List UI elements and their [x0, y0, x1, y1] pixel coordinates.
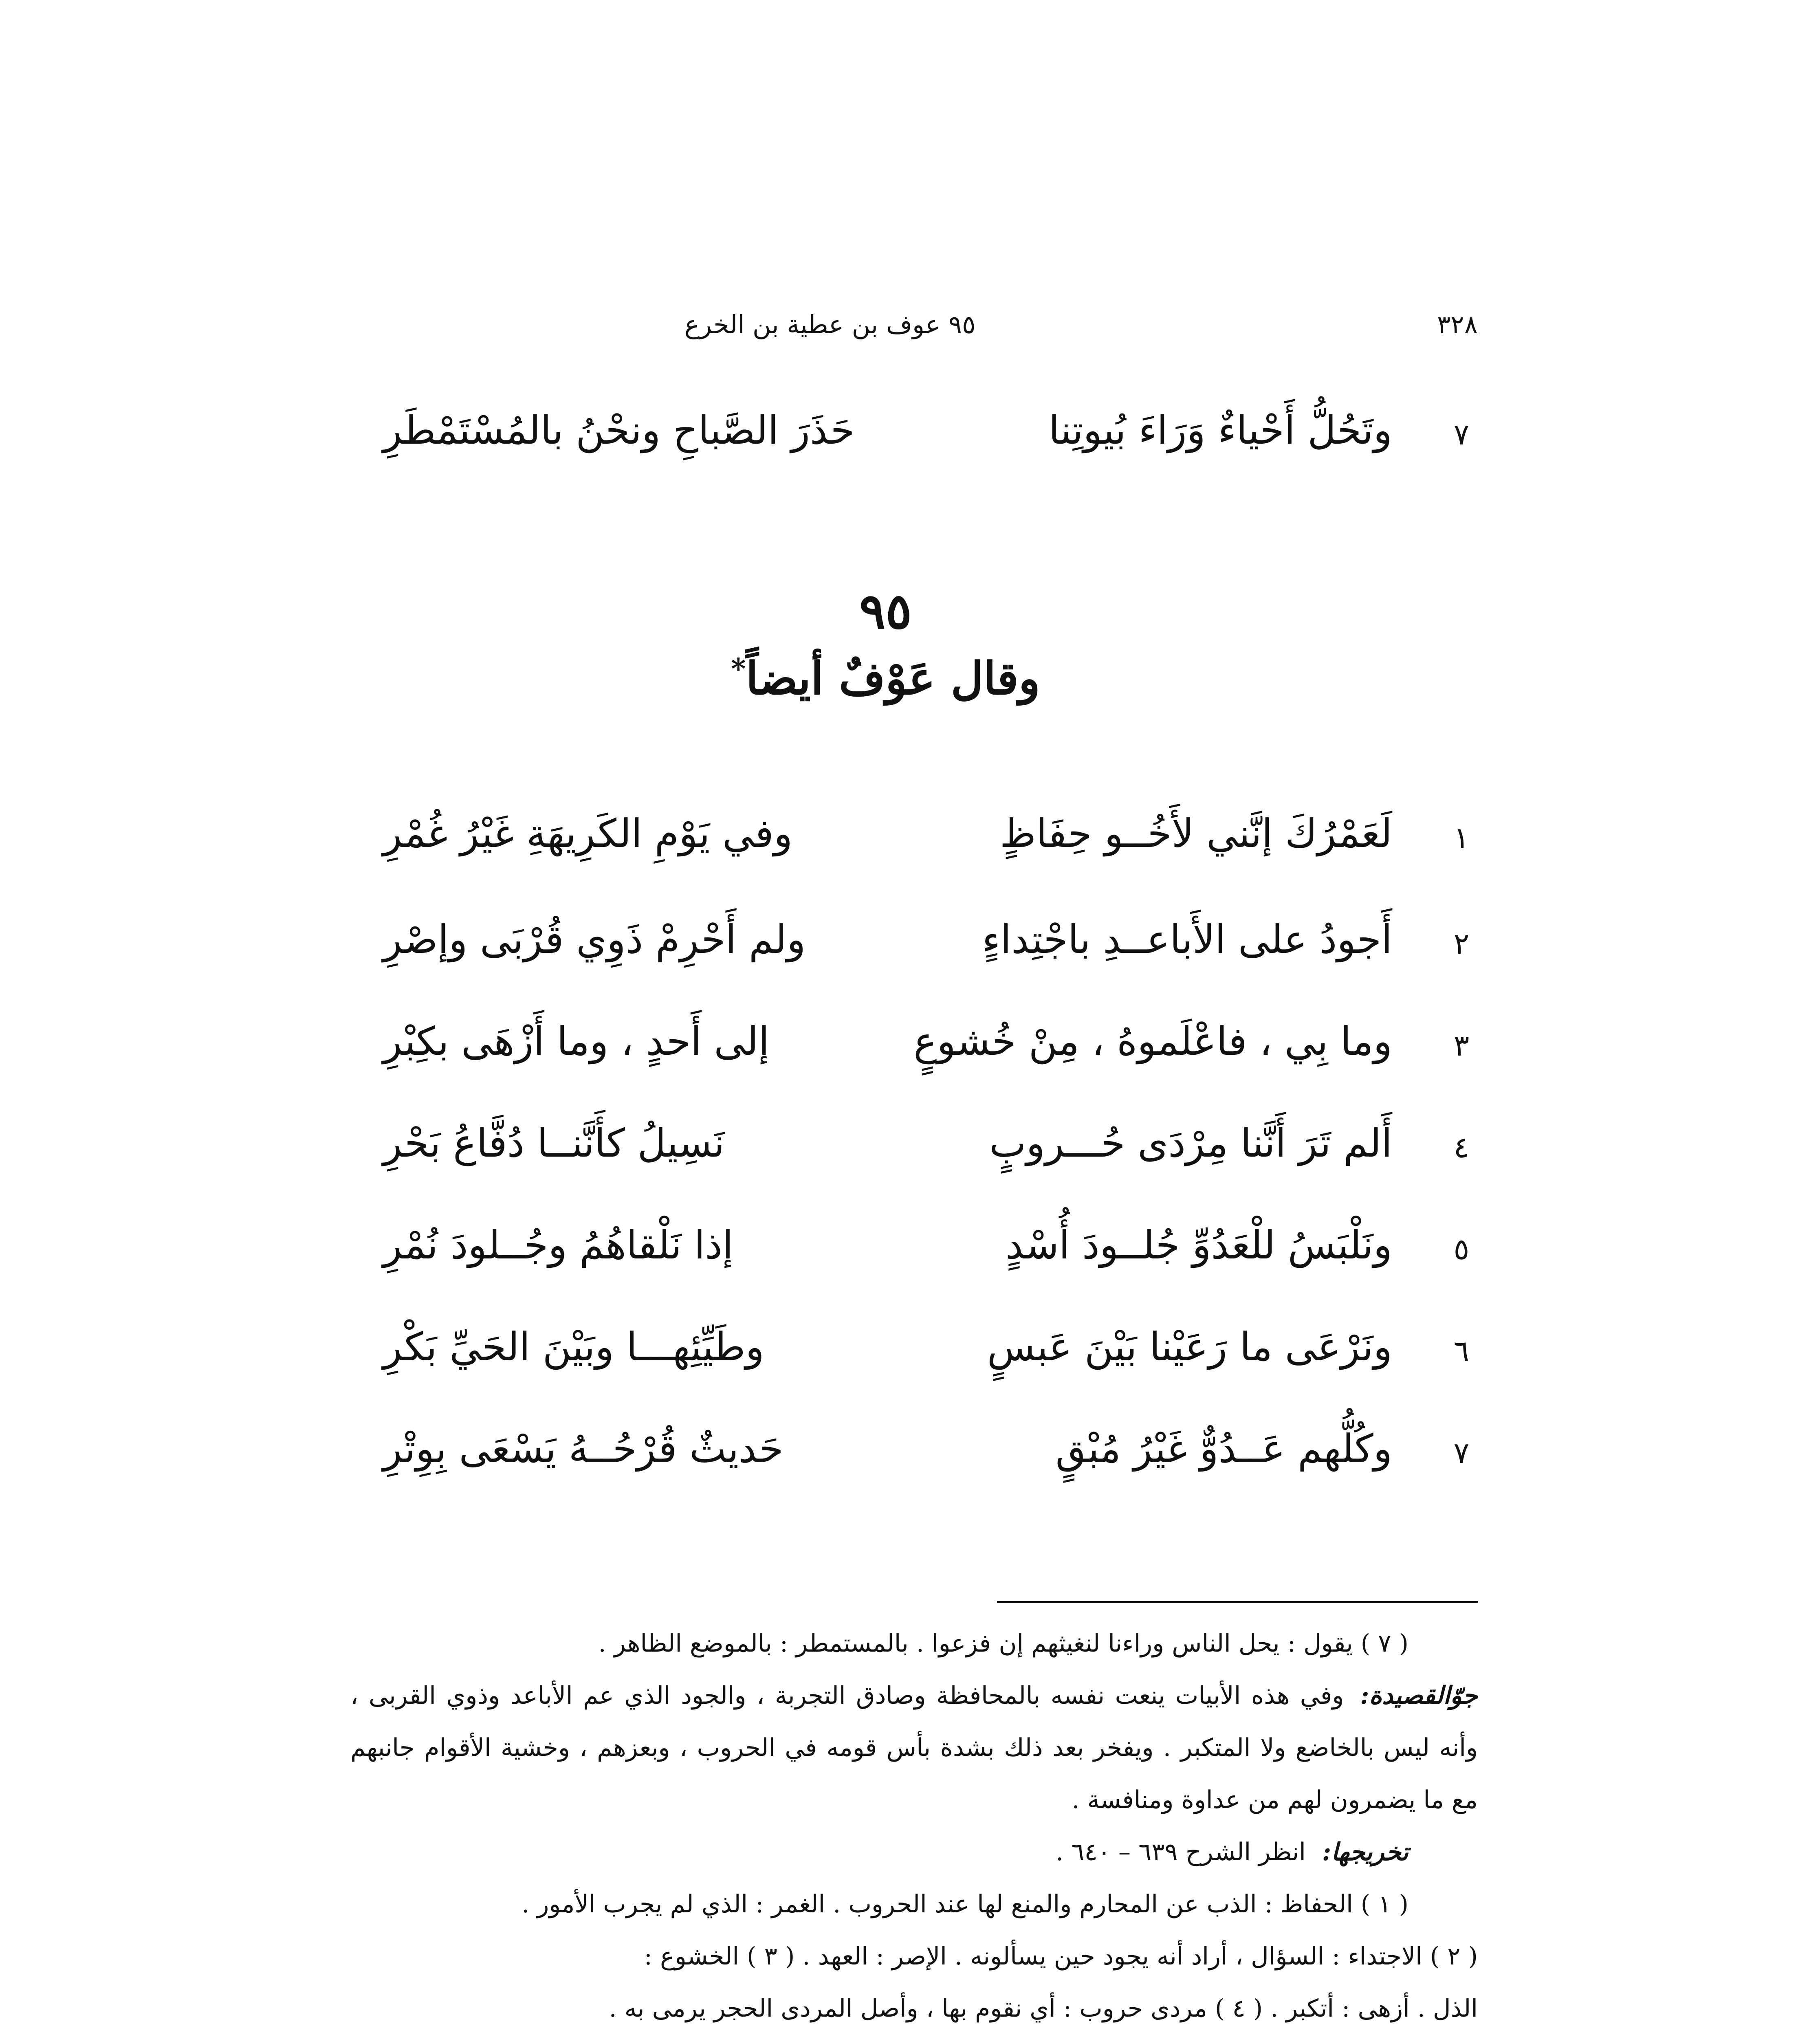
- poem-title: [0, 652, 1820, 705]
- verse-row: [375, 1018, 1478, 1088]
- verse-number: ٦: [1453, 1334, 1470, 1368]
- verse-number: ٢: [1453, 926, 1470, 961]
- verse-row: [375, 811, 1478, 880]
- second-hemistich: نَسِيلُ كأَنَّنــا دُفَّاعُ بَحْرِ: [383, 1120, 725, 1166]
- running-header: [684, 310, 1478, 359]
- previous-poem-verse: [375, 407, 1478, 477]
- verse-number: ١: [1453, 821, 1470, 855]
- running-title: ٩٥ عوف بن عطية بن الخرع: [684, 310, 976, 339]
- footnote-line: الذل . أزهى : أتكبر . ( ٤ ) مردى حروب : أي نقوم بها ، وأصل المردى الحجر يرمى به .: [609, 1994, 1478, 2023]
- second-hemistich: إلى أَحدٍ ، وما أَزْهَى بكِبْرِ: [383, 1018, 770, 1064]
- verse-row: [375, 917, 1478, 986]
- footnote-paragraph: [350, 1826, 1478, 1878]
- verse-number: ٧: [1453, 1436, 1470, 1470]
- first-hemistich: أَجودُ على الأَباعــدِ باجْتِداءٍ: [982, 917, 1392, 962]
- poem-note-text: وفي هذه الأبيات ينعت نفسه بالمحافظة وصادق التجربة ، والجود الذي عم الأباعد وذوي القربى ، وأنه ليس بالخاضع ولا المتكبر . ويفخر بعد ذلك بشدة بأس قومه في الحروب ، وبعزهم ، وخشية الأقوام جانبهم مع ما يضمرون لهم من عداوة ومنافسة .: [350, 1681, 1478, 1814]
- poem-note-label: جوّالقصيدة:: [1360, 1681, 1478, 1710]
- page-number: ٣٢٨: [1437, 310, 1478, 339]
- footnote-line: ( ٢ ) الاجتداء : السؤال ، أراد أنه يجود حين يسألونه . الإصر : العهد . ( ٣ ) الخشوع :: [644, 1942, 1478, 1971]
- footnote-paragraph: [350, 1670, 1478, 1826]
- first-hemistich: وتَحُلُّ أَحْياءٌ وَرَاءَ بُيوتِنا: [1048, 407, 1392, 453]
- verse-number: ٥: [1453, 1232, 1470, 1266]
- verse-row: [375, 1222, 1478, 1291]
- first-hemistich: وما بِي ، فاعْلَموهُ ، مِنْ خُشوعٍ: [913, 1018, 1392, 1064]
- first-hemistich: وكُلُّهم عَــدُوٌّ غَيْرُ مُبْقٍ: [1055, 1426, 1392, 1472]
- footnotes: [350, 1617, 1478, 2037]
- first-hemistich: لَعَمْرُكَ إنَّني لأَخُــو حِفَاظٍ: [1000, 811, 1392, 856]
- footnote-divider: [997, 1601, 1478, 1603]
- footnote-line: ( ١ ) الحفاظ : الذب عن المحارم والمنع لها عند الحروب . الغمر : الذي لم يجرب الأمور .: [522, 1890, 1408, 1918]
- first-hemistich: أَلم تَرَ أَنَّنا مِرْدَى حُـــروبٍ: [989, 1120, 1392, 1166]
- poem-title-text: وقال عَوْفٌ أيضاً: [746, 652, 1040, 705]
- first-hemistich: ونَلْبَسُ للْعَدُوِّ جُلــودَ أُسْدٍ: [1005, 1222, 1392, 1268]
- second-hemistich: وفي يَوْمِ الكَرِيهَةِ غَيْرُ غُمْرِ: [383, 811, 793, 856]
- takhrij-text: انظر الشرح ٦٣٩ – ٦٤٠ .: [1056, 1838, 1306, 1866]
- poem-number: ٩٥: [859, 583, 912, 640]
- second-hemistich: إذا نَلْقاهُمُ وجُــلودَ نُمْرِ: [383, 1222, 733, 1268]
- footnote-line: [350, 2035, 1478, 2037]
- verse-number: ٧: [1453, 417, 1470, 451]
- second-hemistich: ولم أَحْرِمْ ذَوِي قُرْبَى وإصْرِ: [383, 917, 806, 962]
- second-hemistich: حَديثٌ قُرْحُــهُ يَسْعَى بِوِتْرِ: [383, 1426, 783, 1472]
- verse-number: ٣: [1453, 1028, 1470, 1062]
- verse-number: ٤: [1453, 1130, 1470, 1164]
- takhrij-label: تخريجها:: [1322, 1838, 1408, 1866]
- verse-row: [375, 1120, 1478, 1190]
- footnote-marker: *: [731, 652, 746, 686]
- verse-row: [375, 1324, 1478, 1393]
- second-hemistich: حَذَرَ الصَّباحِ ونحْنُ بالمُسْتَمْطَرِ: [383, 407, 855, 453]
- footnote-line: ( ٧ ) يقول : يحل الناس وراءنا لنغيثهم إن فزعوا . بالمستمطر : بالموضع الظاهر .: [598, 1629, 1408, 1658]
- second-hemistich: وطَيِّئِهـــا وبَيْنَ الحَيِّ بَكْرِ: [383, 1324, 764, 1370]
- first-hemistich: ونَرْعَى ما رَعَيْنا بَيْنَ عَبسٍ: [987, 1324, 1392, 1370]
- verse-row: [375, 1426, 1478, 1495]
